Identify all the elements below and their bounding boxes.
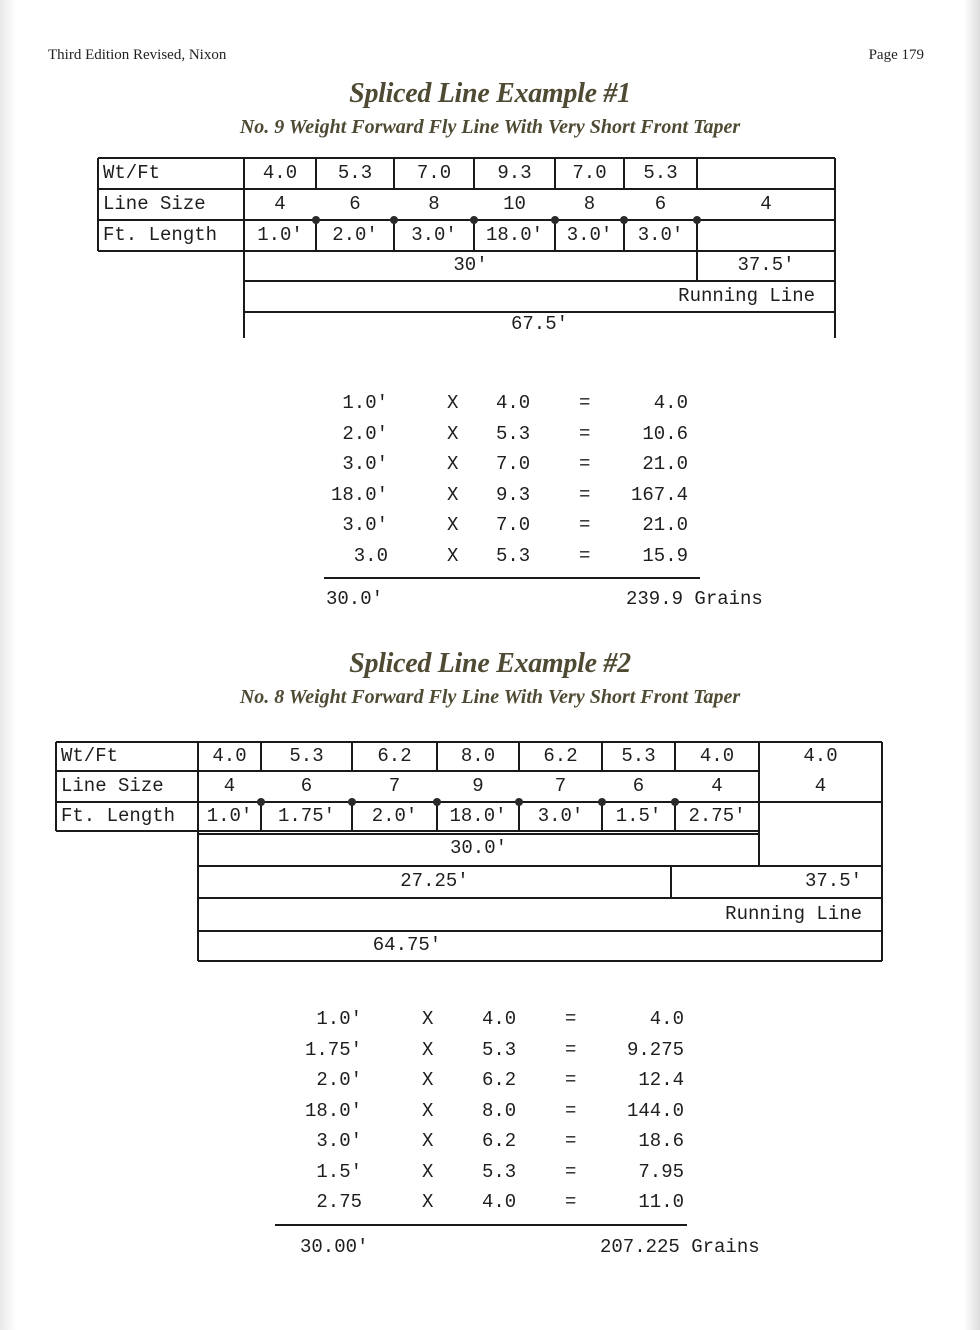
partial-total: 27.25' xyxy=(400,870,469,892)
calc-eq: = xyxy=(579,483,591,506)
calc-wt: 9.3 xyxy=(496,483,531,506)
head-total: 30' xyxy=(453,254,488,276)
example1-sum-rule xyxy=(324,577,700,579)
running-line-label: Running Line xyxy=(678,284,815,307)
calc-eq: = xyxy=(579,514,591,536)
calc-len: 3.0' xyxy=(342,514,388,536)
diagram-hline xyxy=(198,930,882,932)
calc-row xyxy=(300,484,780,515)
diagram-hline xyxy=(198,897,882,899)
size-value: 4 xyxy=(760,192,772,215)
calc-res: 15.9 xyxy=(642,544,688,567)
row-label-wt-ft: Wt/Ft xyxy=(103,161,161,184)
calc-op: X xyxy=(447,422,459,445)
calc-wt: 4.0 xyxy=(482,1008,517,1030)
size-value: 4 xyxy=(274,192,286,215)
row-label-line-size: Line Size xyxy=(61,774,164,797)
calc-wt: 6.2 xyxy=(482,1130,517,1152)
calc-op: X xyxy=(447,514,459,536)
wt-value: 4.0 xyxy=(262,161,298,184)
calc-eq: = xyxy=(579,422,591,445)
wt-value: 6.2 xyxy=(543,744,578,767)
example1-line-diagram xyxy=(98,158,838,340)
wt-value: 7.0 xyxy=(416,161,452,184)
right-border xyxy=(881,742,883,961)
example1-weight-calculation xyxy=(300,392,780,575)
calc-eq: = xyxy=(579,392,591,414)
calc-wt: 5.3 xyxy=(496,544,531,567)
splice-dot xyxy=(515,798,523,806)
calc-wt: 6.2 xyxy=(482,1069,517,1091)
splice-dot xyxy=(312,216,320,224)
overall-total: 64.75' xyxy=(372,934,442,956)
calc-row xyxy=(300,545,780,576)
size-value: 6 xyxy=(300,774,313,797)
calc-eq: = xyxy=(579,544,591,567)
calc-wt: 7.0 xyxy=(496,514,531,536)
size-value: 7 xyxy=(388,774,401,797)
length-value: 1.5' xyxy=(615,804,662,827)
calc-len: 3.0' xyxy=(342,453,388,475)
length-value: 3.0' xyxy=(566,223,613,246)
calc-row xyxy=(280,1039,760,1070)
row-label-wt-ft: Wt/Ft xyxy=(61,744,119,767)
calc-op: X xyxy=(422,1191,434,1213)
wt-value: 8.0 xyxy=(460,744,496,767)
splice-dot xyxy=(620,216,628,224)
top-border xyxy=(98,157,835,159)
calc-len: 1.5' xyxy=(316,1160,362,1183)
calc-len: 18.0' xyxy=(330,483,388,506)
calc-res: 21.0 xyxy=(642,514,688,536)
wt-value: 5.3 xyxy=(621,744,656,767)
calc-res: 9.275 xyxy=(626,1038,684,1061)
diagram-hline xyxy=(198,865,882,867)
diagram-hline xyxy=(198,960,882,962)
page-number: Page 179 xyxy=(868,47,924,63)
calc-wt: 7.0 xyxy=(496,453,531,475)
calc-len: 1.75' xyxy=(304,1038,362,1061)
calc-len: 3.0' xyxy=(316,1130,362,1152)
running-header-left: Third Edition Revised, Nixon xyxy=(48,47,227,63)
running-line-length: 37.5' xyxy=(804,870,862,892)
head-total: 30.0' xyxy=(449,836,507,859)
calc-op: X xyxy=(422,1069,434,1091)
wt-value: 5.3 xyxy=(289,744,324,767)
splice-dot xyxy=(433,798,441,806)
size-value: 6 xyxy=(349,192,361,215)
splice-dot xyxy=(470,216,478,224)
size-value: 8 xyxy=(583,192,596,215)
size-value: 6 xyxy=(632,774,645,797)
calc-row xyxy=(280,1100,760,1131)
calc-len: 2.75 xyxy=(316,1191,362,1213)
diagram-hline xyxy=(56,770,759,772)
calc-op: X xyxy=(422,1099,434,1122)
calc-eq: = xyxy=(565,1130,577,1152)
length-value: 2.0' xyxy=(332,223,378,246)
length-value: 2.75' xyxy=(688,804,746,827)
calc-len: 2.0' xyxy=(342,422,388,445)
calc-wt: 8.0 xyxy=(482,1099,517,1122)
calc-eq: = xyxy=(565,1160,577,1183)
calc-res: 21.0 xyxy=(642,453,688,475)
calc-eq: = xyxy=(565,1008,577,1030)
length-value: 3.0' xyxy=(537,804,584,827)
left-border xyxy=(55,742,57,831)
example1-total-grains: 239.9 Grains xyxy=(626,588,763,610)
length-value: 1.75' xyxy=(277,804,335,827)
length-value: 18.0' xyxy=(485,223,543,246)
calc-res: 12.4 xyxy=(638,1069,684,1091)
calc-res: 7.95 xyxy=(638,1160,684,1183)
wt-value: 4.0 xyxy=(803,744,838,767)
wt-value: 9.3 xyxy=(497,161,532,184)
calc-op: X xyxy=(447,453,459,475)
diagram-hline xyxy=(98,250,835,252)
diagram-hline xyxy=(98,219,835,221)
length-value: 1.0' xyxy=(206,804,253,827)
size-value: 6 xyxy=(654,192,667,215)
calc-op: X xyxy=(447,392,459,414)
head-left-border xyxy=(243,158,245,338)
length-value: 18.0' xyxy=(449,804,507,827)
calc-wt: 4.0 xyxy=(496,392,531,414)
calc-eq: = xyxy=(565,1099,577,1122)
overall-total: 67.5' xyxy=(510,313,568,335)
calc-eq: = xyxy=(579,453,591,475)
splice-dot xyxy=(693,216,701,224)
calc-row xyxy=(280,1191,760,1222)
splice-dot xyxy=(551,216,559,224)
calc-len: 2.0' xyxy=(316,1069,362,1091)
calc-row xyxy=(300,392,780,423)
calc-row xyxy=(280,1161,760,1192)
calc-row xyxy=(300,423,780,454)
size-value: 9 xyxy=(472,774,484,797)
example1-total-length: 30.0' xyxy=(326,588,384,610)
calc-row xyxy=(280,1008,760,1039)
calc-op: X xyxy=(422,1038,434,1061)
splice-dot xyxy=(348,798,356,806)
splice-dot xyxy=(671,798,679,806)
splice-dot xyxy=(257,798,265,806)
calc-res: 10.6 xyxy=(642,422,688,445)
calc-op: X xyxy=(447,483,459,506)
calc-len: 18.0' xyxy=(304,1099,362,1122)
diagram-hline xyxy=(244,280,835,282)
calc-op: X xyxy=(447,544,459,567)
calc-res: 144.0 xyxy=(626,1099,684,1122)
calc-row xyxy=(300,514,780,545)
calc-row xyxy=(280,1130,760,1161)
example2-title: Spliced Line Example #2 xyxy=(349,648,631,679)
example2-line-diagram xyxy=(56,742,886,964)
calc-op: X xyxy=(422,1130,434,1152)
splice-dot xyxy=(598,798,606,806)
calc-op: X xyxy=(422,1160,434,1183)
example2-weight-calculation xyxy=(280,1008,760,1222)
size-value: 4 xyxy=(814,774,827,797)
calc-res: 167.4 xyxy=(630,483,688,506)
length-value: 2.0' xyxy=(371,804,418,827)
calc-row xyxy=(300,453,780,484)
row-label-ft-length: Ft. Length xyxy=(61,804,176,827)
calc-wt: 5.3 xyxy=(496,422,531,445)
calc-eq: = xyxy=(565,1191,577,1213)
example2-sum-rule xyxy=(275,1224,687,1226)
wt-value: 4.0 xyxy=(212,744,247,767)
calc-wt: 5.3 xyxy=(482,1038,517,1061)
row-label-ft-length: Ft. Length xyxy=(103,223,218,246)
example2-subtitle: No. 8 Weight Forward Fly Line With Very Short Front Taper xyxy=(239,686,741,708)
calc-res: 18.6 xyxy=(638,1130,684,1152)
wt-value: 4.0 xyxy=(699,744,735,767)
calc-row xyxy=(280,1069,760,1100)
diagram-hline xyxy=(98,188,835,190)
calc-wt: 4.0 xyxy=(482,1191,517,1213)
calc-res: 11.0 xyxy=(638,1191,684,1213)
diagram-hline xyxy=(56,830,759,832)
example2-total-grains: 207.225 Grains xyxy=(600,1236,760,1258)
size-value: 10 xyxy=(503,192,526,215)
calc-res: 4.0 xyxy=(653,392,688,414)
wt-value: 5.3 xyxy=(337,161,373,184)
size-value: 8 xyxy=(428,192,440,215)
wt-value: 7.0 xyxy=(572,161,607,184)
length-value: 3.0' xyxy=(637,223,684,246)
calc-op: X xyxy=(422,1008,434,1030)
running-line-label: Running Line xyxy=(725,902,862,925)
wt-value: 6.2 xyxy=(377,744,412,767)
calc-res: 4.0 xyxy=(649,1008,684,1030)
example1-subtitle: No. 9 Weight Forward Fly Line With Very Short Front Taper xyxy=(239,116,741,138)
row-label-line-size: Line Size xyxy=(103,192,206,215)
right-border xyxy=(834,158,836,338)
wt-value: 5.3 xyxy=(643,161,678,184)
calc-eq: = xyxy=(565,1038,577,1061)
left-border xyxy=(97,158,99,251)
running-line-length: 37.5' xyxy=(737,254,795,276)
example1-title: Spliced Line Example #1 xyxy=(349,78,631,109)
calc-len: 1.0' xyxy=(316,1008,362,1030)
calc-wt: 5.3 xyxy=(482,1160,517,1183)
size-value: 7 xyxy=(554,774,567,797)
calc-eq: = xyxy=(565,1069,577,1091)
size-value: 4 xyxy=(711,774,723,797)
diagram-hline xyxy=(198,833,759,835)
size-value: 4 xyxy=(223,774,236,797)
length-value: 3.0' xyxy=(411,223,457,246)
splice-dot xyxy=(390,216,398,224)
calc-len: 1.0' xyxy=(342,392,388,414)
example2-total-length: 30.00' xyxy=(300,1236,369,1258)
length-value: 1.0' xyxy=(257,223,303,246)
calc-len: 3.0 xyxy=(353,544,388,567)
